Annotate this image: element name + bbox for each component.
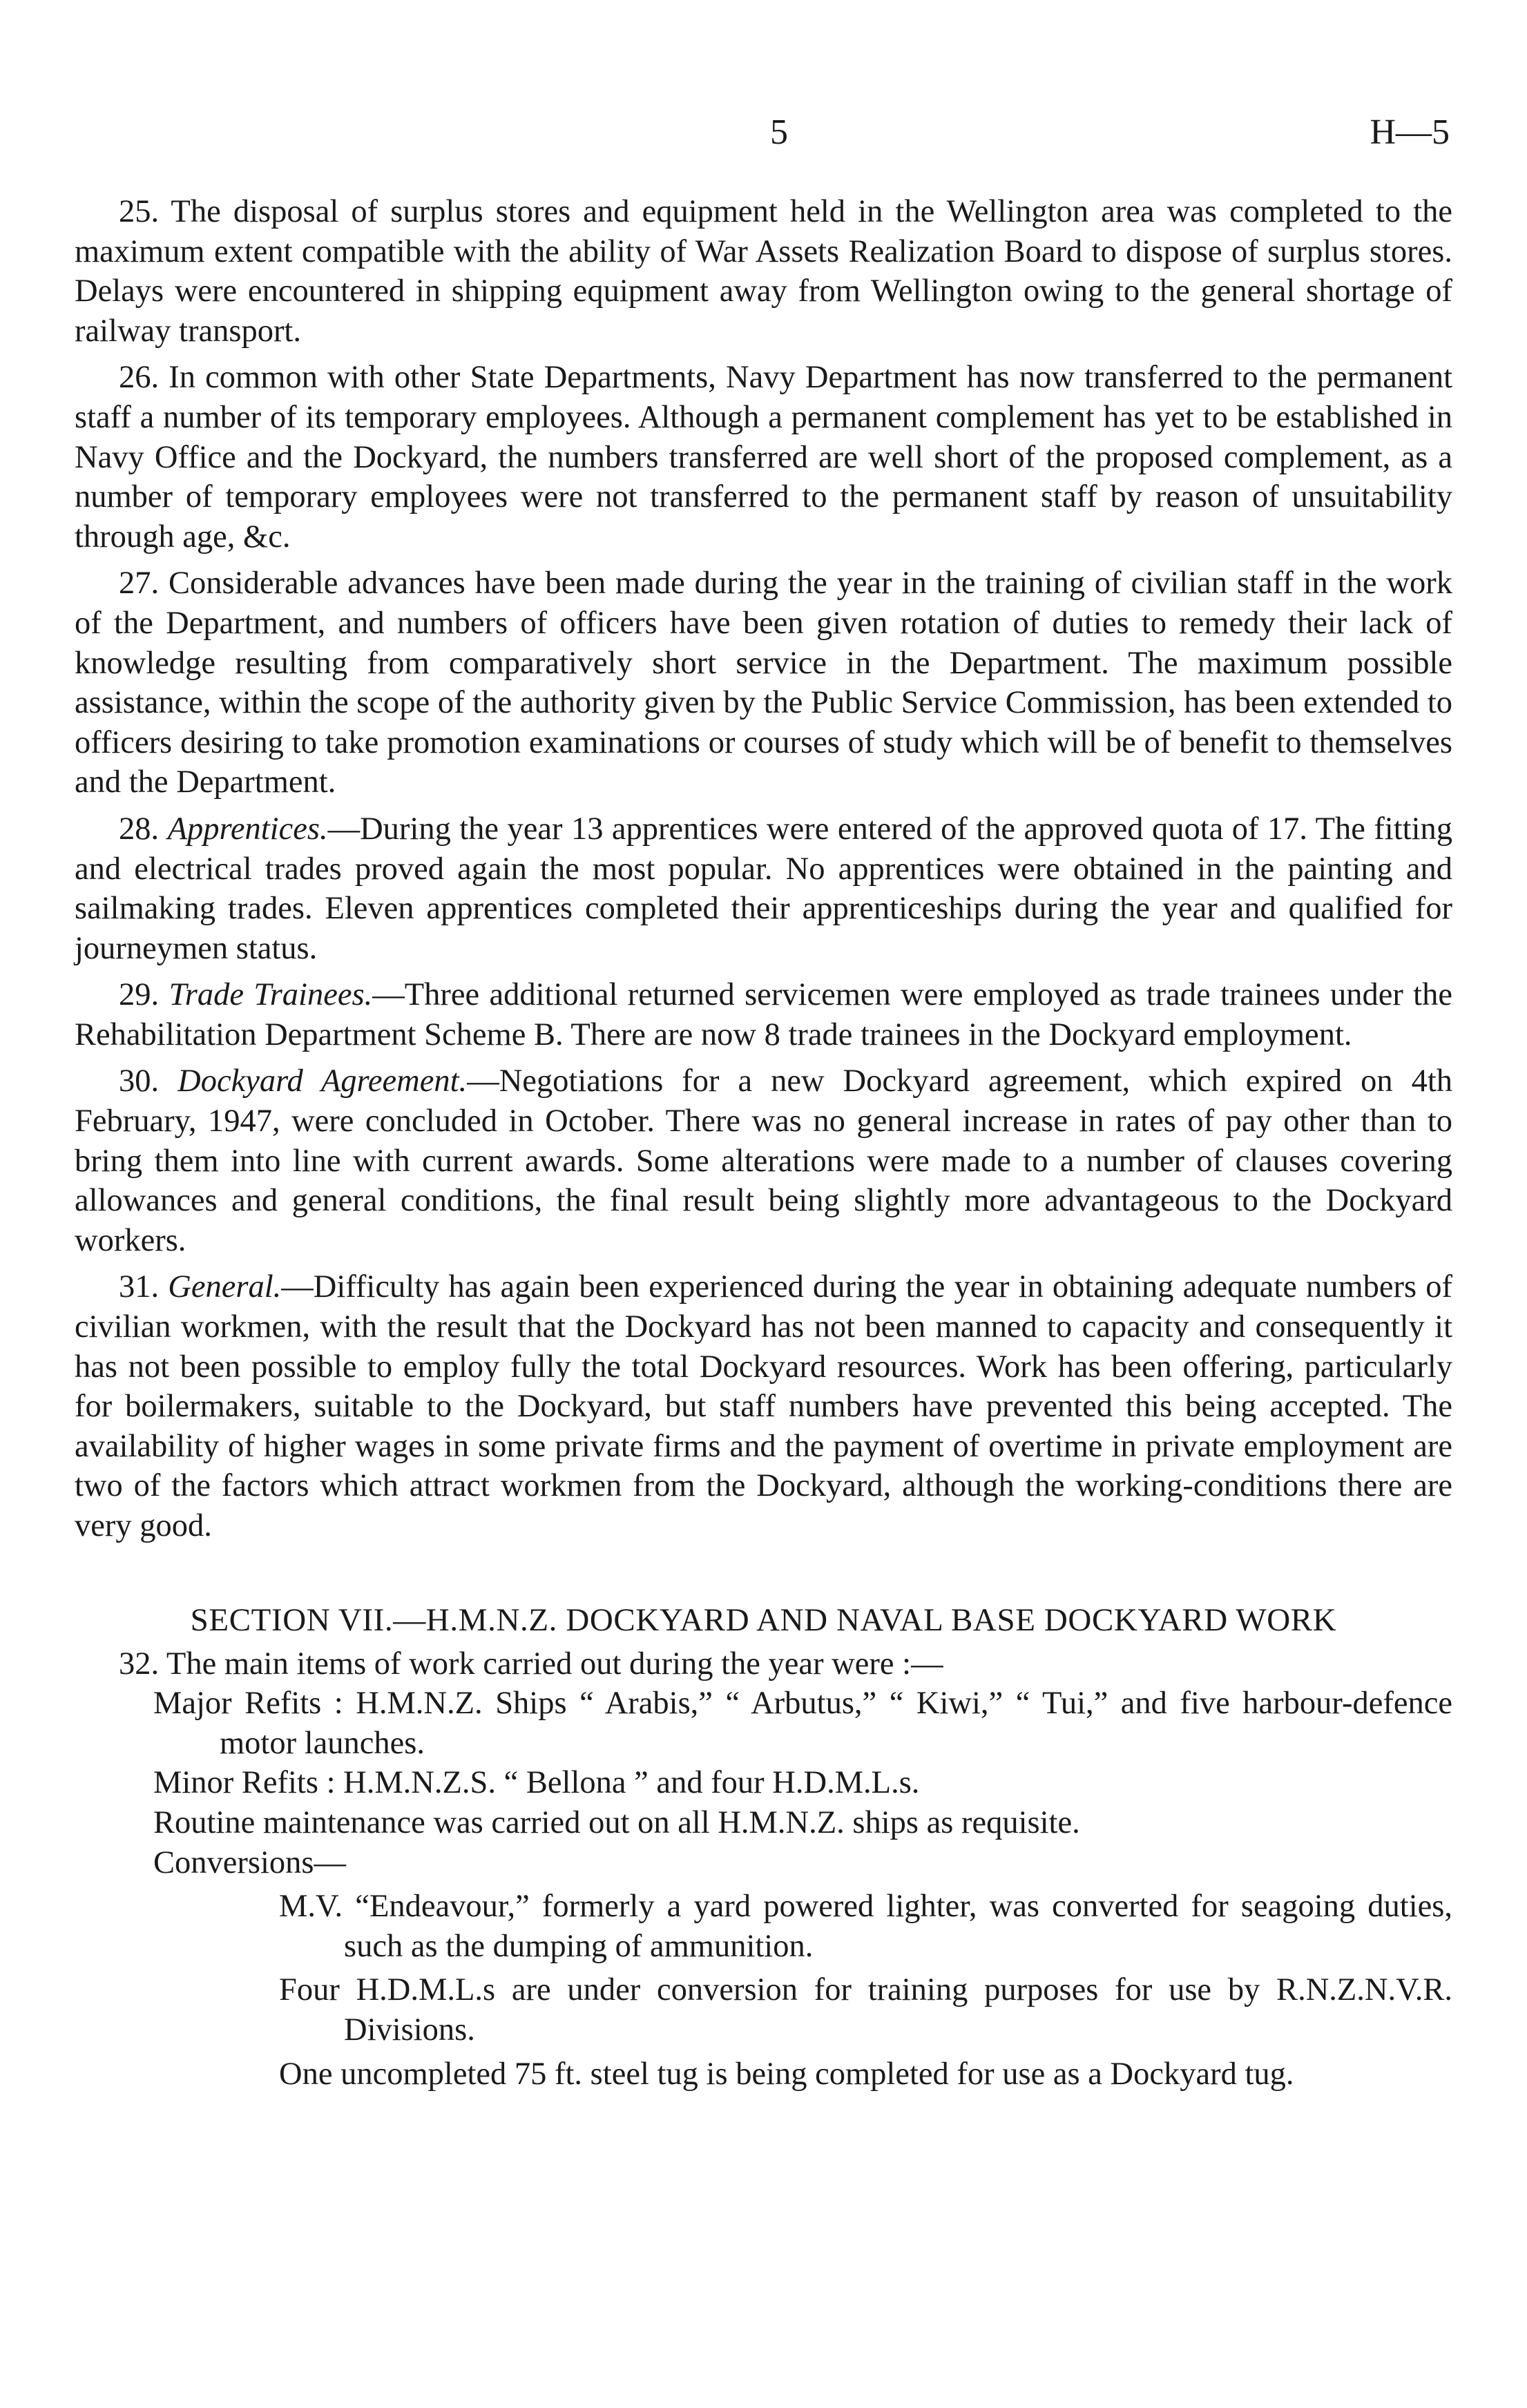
paragraph-29-trade-trainees	[75, 975, 1452, 1054]
paragraph-number: 26.	[119, 360, 160, 396]
conversion-item-endeavour: M.V. “Endeavour,” formerly a yard powered lighter, was converted for seagoing duties, such as the dumping of ammunition.	[279, 1889, 1452, 1964]
paragraph-number: 30.	[119, 1063, 160, 1099]
paragraph-text: —Difficulty has again been experienced during the year in obtaining adequate numbers of civilian workmen, with the result that the Dockyard has not been manned to capacity and consequently it has not been possible to employ fully the total Dockyard resources. Work has been offering, particularly for boilermakers, suitable to the Dockyard, but staff numbers have prevented this being accepted. The availability of higher wages in some private firms and the payment of overtime in private employment are two of the factors which attract workmen from the Dockyard, although the working-conditions there are very good.	[75, 1269, 1453, 1543]
paragraph-28-apprentices	[75, 809, 1452, 968]
paragraph-30-dockyard-agreement	[75, 1061, 1452, 1260]
page-number: 5	[770, 113, 788, 152]
work-item-routine-maintenance: Routine maintenance was carried out on all H.M.N.Z. ships as requisite.	[153, 1804, 1080, 1840]
paragraph-lead-title: Apprentices.	[167, 811, 328, 847]
paragraph-26	[75, 358, 1452, 557]
conversions-label: Conversions—	[153, 1844, 346, 1880]
work-item-major-refits: Major Refits : H.M.N.Z. Ships “ Arabis,” “ Arbutus,” “ Kiwi,” “ Tui,” and five harbour-defence motor launches.	[153, 1686, 1452, 1761]
paragraph-27	[75, 564, 1452, 802]
paragraph-text: —Three additional returned servicemen were employed as trade trainees under the Rehabilitation Department Scheme B. There are now 8 trade trainees in the Dockyard employment.	[75, 977, 1452, 1052]
paragraph-text: —During the year 13 apprentices were entered of the approved quota of 17. The fitting and electrical trades proved again the most popular. No apprentices were obtained in the painting and sailmaking trades. Eleven apprentices completed their apprenticeships during the year and qualified for journeymen status.	[75, 811, 1452, 966]
page-header	[0, 110, 1527, 166]
body-text	[75, 192, 1452, 2094]
work-item-minor-refits: Minor Refits : H.M.N.Z.S. “ Bellona ” and four H.D.M.L.s.	[153, 1765, 920, 1801]
paragraph-lead-title: General.	[168, 1269, 282, 1305]
paragraph-number: 27.	[119, 566, 160, 601]
paragraph-text: Considerable advances have been made during the year in the training of civilian staff in the work of the Department, and numbers of officers have been given rotation of duties to remedy their lack of knowledge resulting from comparatively short service in the Department. The maximum possible assistance, within the scope of the authority given by the Public Service Commission, has been extended to officers desiring to take promotion examinations or courses of study which will be of benefit to themselves and the Department.	[75, 566, 1453, 800]
document-reference: H—5	[1370, 113, 1450, 152]
paragraph-number: 28.	[119, 811, 160, 847]
paragraph-number: 31.	[119, 1269, 160, 1305]
paragraph-25	[75, 192, 1452, 351]
paragraph-lead-title: Trade Trainees.	[169, 977, 373, 1013]
paragraph-number: 29.	[119, 977, 160, 1013]
paragraph-text: The disposal of surplus stores and equipment held in the Wellington area was completed to the maximum extent compatible with the ability of War Assets Realization Board to dispose of surplus stores. Delays were encountered in shipping equipment away from Wellington owing to the general shortage of railway transport.	[75, 194, 1453, 349]
conversion-item-steel-tug: One uncompleted 75 ft. steel tug is being completed for use as a Dockyard tug.	[279, 2056, 1294, 2092]
paragraph-text: In common with other State Departments, Navy Department has now transferred to the permanent staff a number of its temporary employees. Although a permanent complement has yet to be established in Navy Office and the Dockyard, the numbers transferred are well short of the proposed complement, as a number of temporary employees were not transferred to the permanent staff by reason of unsuitability through age, &c.	[75, 360, 1452, 555]
paragraph-text: The main items of work carried out during the year were :—	[166, 1646, 943, 1682]
paragraph-number: 32.	[119, 1646, 160, 1682]
paragraph-text: —Negotiations for a new Dockyard agreement, which expired on 4th February, 1947, were concluded in October. There was no general increase in rates of pay other than to bring them into line with current awards. Some alterations were made to a number of clauses covering allowances and general conditions, the final result being slightly more advantageous to the Dockyard workers.	[75, 1063, 1452, 1258]
paragraph-lead-title: Dockyard Agreement.	[177, 1063, 468, 1099]
paragraph-32-intro	[75, 1644, 1452, 1684]
section-heading: SECTION VII.—H.M.N.Z. DOCKYARD AND NAVAL BASE DOCKYARD WORK	[190, 1601, 1337, 1638]
paragraph-number: 25.	[119, 194, 160, 229]
paragraph-31-general	[75, 1267, 1452, 1545]
conversion-item-hdml: Four H.D.M.L.s are under conversion for training purposes for use by R.N.Z.N.V.R. Divisions.	[279, 1972, 1452, 2048]
